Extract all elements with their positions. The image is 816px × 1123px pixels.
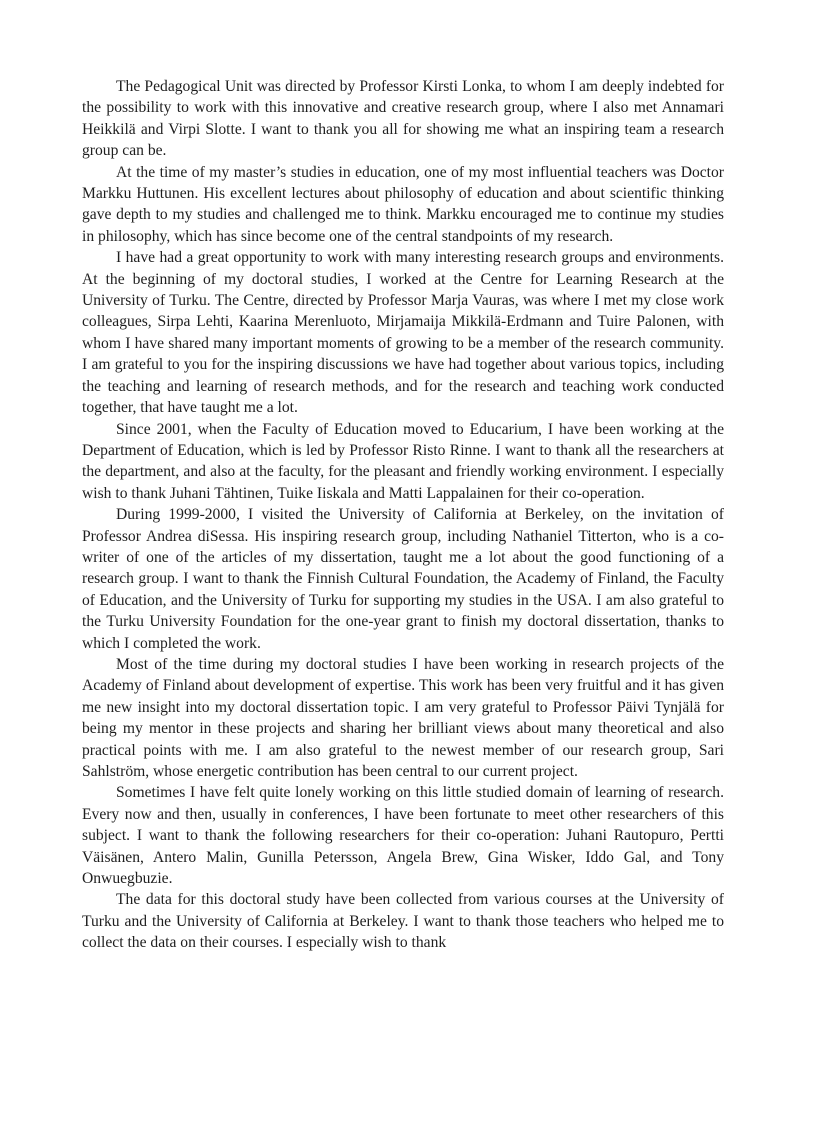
paragraph-research-groups: I have had a great opportunity to work with many interesting research groups and environments. At the beginning of my doctoral studies, I worked at the Centre for Learning Research at the University of Turku. The Centre, directed by Professor Marja Vauras, was where I met my close work colleagues, Sirpa Lehti, Kaarina Merenluoto, Mirjamaija Mikkilä-Erdmann and Tuire Palonen, with whom I have shared many important moments of growing to be a member of the research community. I am grateful to you for the inspiring discussions we have had together about various topics, including the teaching and learning of research methods, and for the research and teaching work conducted together, that have taught me a lot.: [82, 249, 724, 417]
paragraph-data-collection: The data for this doctoral study have been collected from various courses at the University of Turku and the University of California at Berkeley. I want to thank those teachers who helped me to collect the data on their courses. I especially wish to thank: [82, 891, 724, 952]
paragraph-department-of-education: Since 2001, when the Faculty of Education moved to Educarium, I have been working at the Department of Education, which is led by Professor Risto Rinne. I want to thank all the researchers at the department, and also at the faculty, for the pleasant and friendly working environment. I especially wish to thank Juhani Tähtinen, Tuike Iiskala and Matti Lappalainen for their co-operation.: [82, 420, 724, 502]
paragraph-berkeley-visit: During 1999-2000, I visited the University of California at Berkeley, on the invitation of Professor Andrea diSessa. His inspiring research group, including Nathaniel Titterton, who is a co-writer of one of the articles of my dissertation, taught me a lot about the good functioning of a research group. I want to thank the Finnish Cultural Foundation, the Academy of Finland, the Faculty of Education, and the University of Turku for supporting my studies in the USA. I am also grateful to the Turku University Foundation for the one-year grant to finish my doctoral dissertation, thanks to which I completed the work.: [82, 506, 724, 652]
document-page: [82, 76, 724, 954]
paragraph-pedagogical-unit: The Pedagogical Unit was directed by Professor Kirsti Lonka, to whom I am deeply indebted for the possibility to work with this innovative and creative research group, where I also met Annamari Heikkilä and Virpi Slotte. I want to thank you all for showing me what an inspiring team a research group can be.: [82, 78, 724, 160]
paragraph-masters-studies: At the time of my master’s studies in education, one of my most influential teachers was Doctor Markku Huttunen. His excellent lectures about philosophy of education and about scientific thinking gave depth to my studies and challenged me to think. Markku encouraged me to continue my studies in philosophy, which has since become one of the central standpoints of my research.: [82, 163, 724, 245]
paragraph-academy-projects: Most of the time during my doctoral studies I have been working in research projects of the Academy of Finland about development of expertise. This work has been very fruitful and it has given me new insight into my doctoral dissertation topic. I am very grateful to Professor Päivi Tynjälä for being my mentor in these projects and sharing her brilliant views about many theoretical and also practical points with me. I am also grateful to the newest member of our research group, Sari Sahlström, whose energetic contribution has been central to our current project.: [82, 655, 724, 780]
paragraph-researchers-cooperation: Sometimes I have felt quite lonely working on this little studied domain of learning of research. Every now and then, usually in conferences, I have been fortunate to meet other researchers of this subject. I want to thank the following researchers for their co-operation: Juhani Rautopuro, Pertti Väisänen, Antero Malin, Gunilla Petersson, Angela Brew, Gina Wisker, Iddo Gal, and Tony Onwuegbuzie.: [82, 784, 724, 888]
